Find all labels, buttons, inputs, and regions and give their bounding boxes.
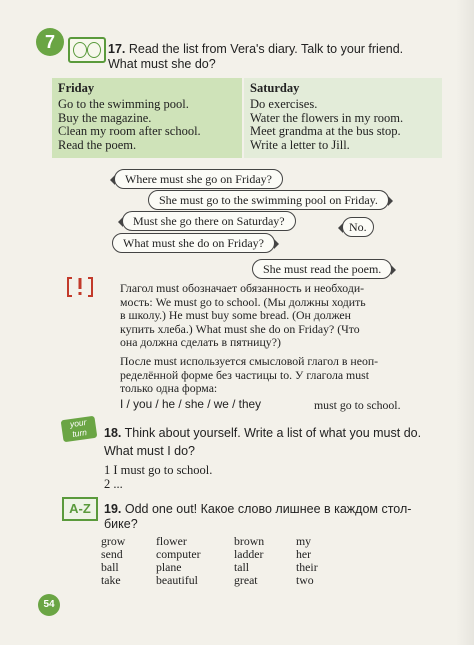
page-number: 54	[38, 594, 60, 616]
word-cell: her	[296, 547, 312, 561]
exercise-18-item: 2 ...	[104, 477, 123, 491]
word-cell: two	[296, 573, 314, 587]
word-cell: send	[101, 547, 123, 561]
exercise-18-instruction: 18. Think about yourself. Write a list of what you must do.	[104, 426, 422, 440]
word-cell: my	[296, 534, 312, 548]
must-forms-example: must go to school.	[314, 398, 401, 412]
speech-bubble: She must read the poem.	[252, 259, 392, 279]
word-cell: brown	[234, 534, 265, 548]
diary-table	[52, 78, 442, 158]
exercise-17-number: 17.	[108, 42, 126, 56]
friday-item: Clean my room after school.	[58, 124, 201, 138]
exercise-18-number: 18.	[104, 426, 122, 440]
exercise-19-instruction: 19. Odd one out! Какое слово лишнее в каждом стол- бике?	[104, 502, 412, 531]
word-cell: ball	[101, 560, 119, 574]
friday-item: Go to the swimming pool.	[58, 97, 189, 111]
saturday-item: Water the flowers in my room.	[250, 110, 404, 125]
word-cell: beautiful	[156, 573, 198, 587]
your-turn-badge: your turn	[61, 416, 98, 443]
exercise-17-instruction: 17. Read the list from Vera's diary. Talk to your friend. What must she do?	[108, 42, 404, 71]
saturday-heading: Saturday	[250, 81, 300, 95]
speech-bubble: No.	[342, 217, 374, 237]
word-cell: tall	[234, 560, 250, 574]
grammar-rule-note: После must используется смысловой глагол в неоп- ределённой форме без частицы to. У глагола must только одна форма:	[120, 354, 379, 396]
friday-item: Read the poem.	[58, 137, 137, 152]
speech-bubble: What must she do on Friday?	[112, 233, 275, 253]
word-cell: computer	[156, 547, 201, 561]
word-cell: ladder	[234, 547, 264, 561]
friday-column	[52, 78, 242, 158]
word-cell: their	[296, 560, 318, 574]
page-edge	[456, 0, 474, 645]
speech-bubble: Must she go there on Saturday?	[122, 211, 296, 231]
word-cell: grow	[101, 534, 126, 548]
exercise-19-number: 19.	[104, 502, 122, 516]
exercise-18-item: 1 I must go to school.	[104, 463, 213, 477]
exercise-18-question: What must I do?	[104, 444, 196, 458]
pair-work-icon	[68, 37, 106, 63]
saturday-item: Meet grandma at the bus stop.	[250, 124, 401, 138]
az-badge: A-Z	[62, 497, 98, 521]
speech-bubble: She must go to the swimming pool on Friday.	[148, 190, 389, 210]
word-cell: great	[234, 573, 258, 587]
saturday-item: Do exercises.	[250, 97, 318, 111]
speech-bubble: Where must she go on Friday?	[114, 169, 283, 189]
word-cell: take	[101, 573, 121, 587]
unit-number-badge: 7	[36, 28, 64, 56]
exclamation-icon	[66, 275, 94, 299]
saturday-item: Write a letter to Jill.	[250, 137, 350, 152]
friday-item: Buy the magazine.	[58, 110, 152, 125]
must-forms-pronouns: I / you / he / she / we / they	[120, 397, 261, 411]
word-cell: flower	[156, 534, 187, 548]
grammar-rule: Глагол must обозначает обязанность и необходи- мость: We must go to school. (Мы должны ходить в школу.) He must buy some bread. (Он должен купить хлеба.) What must she do on Friday? (Что она должна сделать в пятницу?)	[120, 281, 366, 350]
word-cell: plane	[156, 560, 182, 574]
friday-heading: Friday	[58, 81, 95, 95]
saturday-column	[244, 78, 442, 158]
